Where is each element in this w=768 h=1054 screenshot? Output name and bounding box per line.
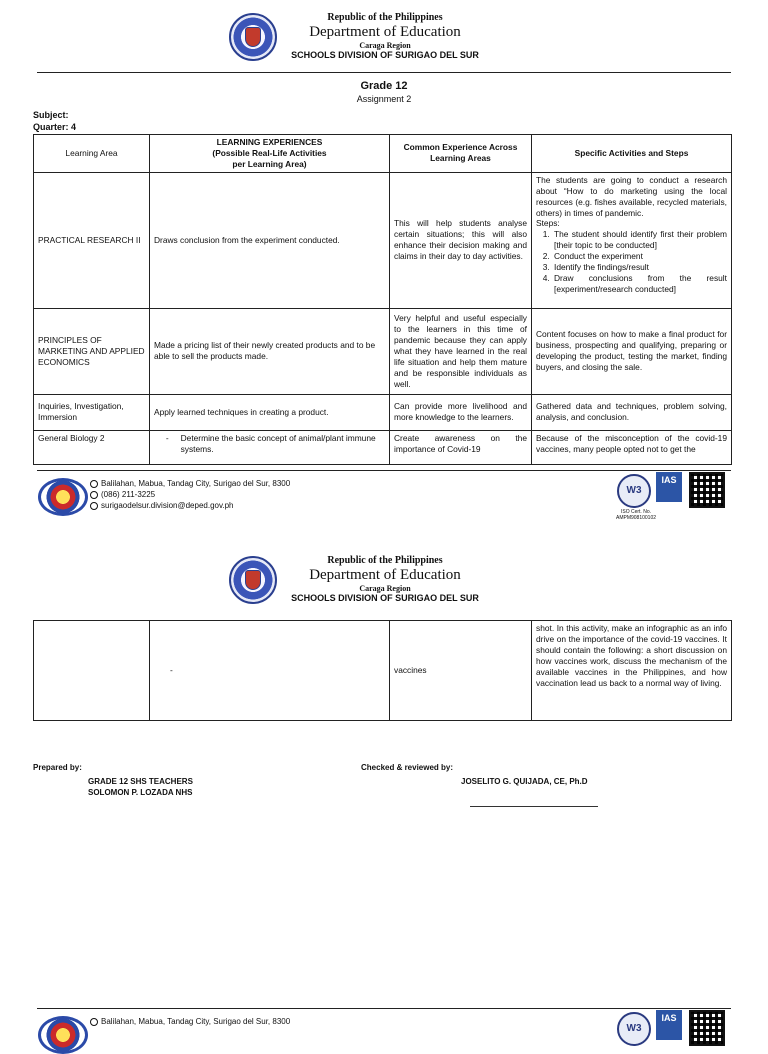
row-experience: Draws conclusion from the experiment conducted. <box>150 172 390 308</box>
footer-divider <box>37 1008 731 1009</box>
table-row <box>34 430 732 464</box>
header-specific-activities: Specific Activities and Steps <box>532 135 732 173</box>
row-specific: shot. In this activity, make an infographic as an info drive on the importance of the covid-19 vaccines. It should contain the following: a short discussion on how vaccines work, discuss the mechanism of the available vaccines in the Philippines, and how vaccination lead us back to a normal way of living. <box>532 621 732 721</box>
department-title: Department of Education <box>309 567 461 583</box>
prepared-school: SOLOMON P. LOZADA NHS <box>88 788 193 797</box>
row-common: Can provide more livelihood and more knowledge to the learners. <box>390 394 532 430</box>
deped-matatag-logo <box>38 478 88 516</box>
iso-cert-logo: W3 <box>617 474 651 508</box>
row-area: General Biology 2 <box>34 430 150 464</box>
ias-badge: IAS <box>656 472 682 502</box>
row-experience <box>150 430 390 464</box>
row-experience: Apply learned techniques in creating a product. <box>150 394 390 430</box>
page-header <box>260 12 510 60</box>
deped-matatag-logo <box>38 1016 88 1054</box>
region-label: Caraga Region <box>359 584 411 593</box>
checked-block <box>361 763 588 786</box>
row-experience: - <box>150 621 390 721</box>
location-icon <box>90 480 98 488</box>
checked-label: Checked & reviewed by: <box>361 763 454 772</box>
row-common: vaccines <box>390 621 532 721</box>
row-specific: Content focuses on how to make a final product for business, prospecting and qualifying, preparing or developing the product, testing the market, finding buyers, and closing the sale. <box>532 308 732 394</box>
row-area: Inquiries, Investigation, Immersion <box>34 394 150 430</box>
republic-label: Republic of the Philippines <box>327 555 443 566</box>
row-area <box>34 621 150 721</box>
prepared-block <box>33 763 193 797</box>
region-label: Caraga Region <box>359 41 411 50</box>
qr-code <box>689 1010 725 1046</box>
cert-code-text: AMPM908100102 <box>615 515 657 521</box>
prepared-name: GRADE 12 SHS TEACHERS <box>88 777 193 786</box>
header-learning-area: Learning Area <box>34 135 150 173</box>
row-specific: Gathered data and techniques, problem solving, analysis, and conclusion. <box>532 394 732 430</box>
table-row <box>34 308 732 394</box>
checked-name: JOSELITO G. QUIJADA, CE, Ph.D <box>461 777 588 786</box>
learning-table-continued <box>33 620 732 721</box>
row-experience: Made a pricing list of their newly created products and to be able to sell the products made. <box>150 308 390 394</box>
division-label: SCHOOLS DIVISION OF SURIGAO DEL SUR <box>291 50 479 60</box>
phone-text: (086) 211-3225 <box>101 490 156 499</box>
address-text: Balilahan, Mabua, Tandag City, Surigao del Sur, 8300 <box>101 479 291 488</box>
header-common-experience: Common Experience Across Learning Areas <box>390 135 532 173</box>
email-icon <box>90 502 98 510</box>
assignment-label: Assignment 2 <box>356 94 412 104</box>
step-item: 3. Identify the findings/result <box>552 262 727 273</box>
row-specific <box>532 172 732 308</box>
address-text: Balilahan, Mabua, Tandag City, Surigao del Sur, 8300 <box>101 1017 291 1026</box>
signature-line <box>470 806 598 807</box>
contact-block <box>90 1017 290 1028</box>
experience-text: Determine the basic concept of animal/plant immune systems. <box>180 432 376 454</box>
cert-no-text: ISO Cert. No. <box>620 509 651 515</box>
row-area: PRINCIPLES OF MARKETING AND APPLIED ECONOMICS <box>34 308 150 394</box>
row-area: PRACTICAL RESEARCH II <box>34 172 150 308</box>
division-label: SCHOOLS DIVISION OF SURIGAO DEL SUR <box>291 593 479 603</box>
steps-label: Steps: <box>536 218 560 229</box>
footer-divider <box>37 470 731 471</box>
page-header <box>260 555 510 603</box>
steps-list <box>552 229 727 295</box>
row-common: Create awareness on the importance of Covid-19 <box>390 430 532 464</box>
step-item: 1. The student should identify first their problem [their topic to be conducted] <box>552 229 727 251</box>
ias-badge: IAS <box>656 1010 682 1040</box>
row-common: This will help students analyse certain situations; this will also enhance their decision making and claims in their day to day activities. <box>390 172 532 308</box>
table-row <box>34 394 732 430</box>
header-learning-experiences: LEARNING EXPERIENCES (Possible Real-Life Activities per Learning Area) <box>150 135 390 173</box>
phone-icon <box>90 491 98 499</box>
prepared-label: Prepared by: <box>33 763 82 772</box>
row-common: Very helpful and useful especially to the learners in this time of pandemic because they can apply what they have learned in the real life situation and help them mature and be responsible individuals as well. <box>390 308 532 394</box>
iso-cert-logo: W3 <box>617 1012 651 1046</box>
specific-intro: The students are going to conduct a research about “How to do marketing using the local resources (e.g. fishes available, recycled materials, others) in times of pandemic. <box>536 174 727 218</box>
quarter-label: Quarter: 4 <box>33 122 77 132</box>
table-row <box>34 621 732 721</box>
bullet-dash: - <box>165 432 169 443</box>
step-item: 4. Draw conclusions from the result [experiment/research conducted] <box>552 273 727 295</box>
department-title: Department of Education <box>309 24 461 40</box>
learning-table <box>33 134 732 465</box>
step-item: 2. Conduct the experiment <box>552 251 727 262</box>
subject-label: Subject: <box>33 110 69 120</box>
header-divider <box>37 72 731 73</box>
row-specific: Because of the misconception of the covid-19 vaccines, many people opted not to get the <box>532 430 732 464</box>
qr-code <box>689 472 725 508</box>
republic-label: Republic of the Philippines <box>327 12 443 23</box>
assignment-title <box>0 80 768 104</box>
table-row <box>34 172 732 308</box>
contact-block <box>90 479 290 512</box>
grade-title: Grade 12 <box>360 80 408 92</box>
email-text: surigaodelsur.division@deped.gov.ph <box>101 501 234 510</box>
location-icon <box>90 1018 98 1026</box>
cert-number-label <box>606 509 666 521</box>
table-header-row <box>34 135 732 173</box>
